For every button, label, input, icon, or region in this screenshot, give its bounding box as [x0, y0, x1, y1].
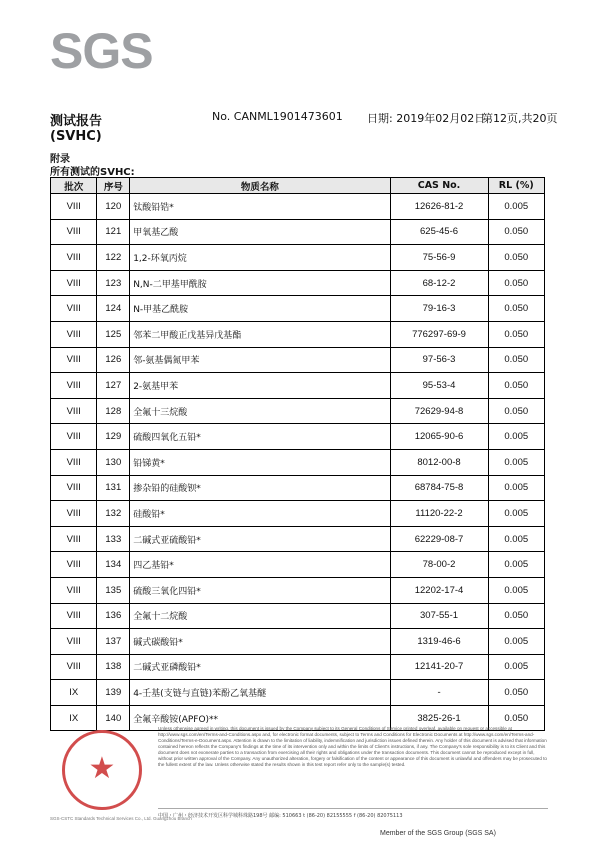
cell-substance: 邻苯二甲酸正戊基异戊基酯	[130, 321, 390, 347]
cell-substance: 甲氧基乙酸	[130, 219, 390, 245]
cell-batch: VIII	[51, 373, 97, 399]
table-row	[51, 373, 545, 399]
cell-substance: 全氟十二烷酸	[130, 603, 390, 629]
cell-substance: 二碱式亚磷酸铅*	[130, 654, 390, 680]
cell-batch: VIII	[51, 526, 97, 552]
table-row	[51, 194, 545, 220]
cell-no: 140	[97, 705, 130, 731]
cell-no: 139	[97, 680, 130, 706]
cell-substance: 全氟辛酸铵(APFO)**	[130, 705, 390, 731]
cell-batch: VIII	[51, 603, 97, 629]
svhc-table	[50, 177, 545, 731]
cell-rl: 0.005	[488, 449, 545, 475]
cell-substance: 二碱式亚硫酸铅*	[130, 526, 390, 552]
cell-substance: N-甲基乙酰胺	[130, 296, 390, 322]
cell-rl: 0.050	[488, 270, 545, 296]
cell-rl: 0.005	[488, 526, 545, 552]
cell-batch: VIII	[51, 552, 97, 578]
table-row	[51, 424, 545, 450]
cell-cas: 11120-22-2	[390, 501, 488, 527]
cell-rl: 0.005	[488, 654, 545, 680]
cell-rl: 0.005	[488, 194, 545, 220]
col-batch: 批次	[51, 178, 97, 194]
cell-cas: 72629-94-8	[390, 398, 488, 424]
table-row	[51, 475, 545, 501]
table-row	[51, 552, 545, 578]
cell-rl: 0.050	[488, 245, 545, 271]
col-rl: RL (%)	[488, 178, 545, 194]
cell-rl: 0.050	[488, 219, 545, 245]
table-row	[51, 398, 545, 424]
cell-rl: 0.050	[488, 398, 545, 424]
svhc-label: (SVHC)	[50, 129, 102, 144]
seal-caption: SGS-CSTC Standards Technical Services Co., Ltd. Guangzhou Branch	[50, 816, 192, 821]
table-row	[51, 501, 545, 527]
cell-no: 120	[97, 194, 130, 220]
cell-cas: 79-16-3	[390, 296, 488, 322]
cell-cas: 3825-26-1	[390, 705, 488, 731]
cell-no: 121	[97, 219, 130, 245]
cell-rl: 0.005	[488, 577, 545, 603]
cell-substance: 硅酸铅*	[130, 501, 390, 527]
cell-no: 132	[97, 501, 130, 527]
table-row	[51, 603, 545, 629]
cell-cas: 8012-00-8	[390, 449, 488, 475]
table-row	[51, 270, 545, 296]
cell-rl: 0.050	[488, 296, 545, 322]
cell-batch: VIII	[51, 424, 97, 450]
table-row	[51, 577, 545, 603]
member-note: Member of the SGS Group (SGS SA)	[380, 830, 496, 837]
cell-rl: 0.050	[488, 680, 545, 706]
cell-rl: 0.050	[488, 321, 545, 347]
col-no: 序号	[97, 178, 130, 194]
cell-no: 130	[97, 449, 130, 475]
cell-no: 126	[97, 347, 130, 373]
table-row	[51, 629, 545, 655]
cell-no: 138	[97, 654, 130, 680]
terms-fine-print: Unless otherwise agreed in writing, this document is issued by the Company subject to its General Conditions of Service printed overleaf, available on request or accessible at http://www.sgs.com/en/Terms-and-Conditions.aspx and, for electronic format documents, subject to Terms and Conditions for Electronic Documents at http://www.sgs.com/en/Terms-and-Conditions/Terms-e-Document.aspx. Attention is drawn to the limitation of liability, indemnification and jurisdiction issues defined therein. Any holder of this document is advised that information contained hereon reflects the Company's findings at the time of its intervention only and within the limits of Client's instructions, if any. The Company's sole responsibility is to its Client and this document does not exonerate parties to a transaction from exercising all their rights and obligations under the transaction documents. This document cannot be reproduced except in full, without prior written approval of the Company. Any unauthorized alteration, forgery or falsification of the content or appearance of this document is unlawful and offenders may be prosecuted to the fullest extent of the law. Unless otherwise stated the results shown in this test report refer only to the sample(s) tested.	[158, 726, 547, 767]
cell-no: 131	[97, 475, 130, 501]
cell-batch: VIII	[51, 321, 97, 347]
cell-cas: 12141-20-7	[390, 654, 488, 680]
cell-substance: 四乙基铅*	[130, 552, 390, 578]
cell-rl: 0.050	[488, 705, 545, 731]
cell-substance: 铅锑黄*	[130, 449, 390, 475]
cell-no: 137	[97, 629, 130, 655]
cell-cas: 68784-75-8	[390, 475, 488, 501]
cell-batch: VIII	[51, 475, 97, 501]
table-row	[51, 449, 545, 475]
cell-substance: 钛酸铅锆*	[130, 194, 390, 220]
cell-rl: 0.050	[488, 603, 545, 629]
cell-batch: VIII	[51, 577, 97, 603]
cell-no: 122	[97, 245, 130, 271]
footer-divider	[158, 808, 548, 809]
cell-cas: 95-53-4	[390, 373, 488, 399]
cell-batch: VIII	[51, 398, 97, 424]
cell-no: 135	[97, 577, 130, 603]
table-row	[51, 296, 545, 322]
cell-substance: 邻-氨基偶氮甲苯	[130, 347, 390, 373]
cell-substance: N,N-二甲基甲酰胺	[130, 270, 390, 296]
table-header-row	[51, 178, 545, 194]
cell-no: 127	[97, 373, 130, 399]
cell-cas: 625-45-6	[390, 219, 488, 245]
cell-cas: 307-55-1	[390, 603, 488, 629]
table-row	[51, 526, 545, 552]
table-row	[51, 680, 545, 706]
cell-batch: VIII	[51, 296, 97, 322]
cell-no: 128	[97, 398, 130, 424]
report-number: No. CANML1901473601	[212, 110, 343, 123]
cell-batch: VIII	[51, 629, 97, 655]
cell-no: 129	[97, 424, 130, 450]
cell-batch: VIII	[51, 270, 97, 296]
appendix-label: 附录	[50, 154, 70, 165]
cell-batch: VIII	[51, 654, 97, 680]
cell-rl: 0.050	[488, 373, 545, 399]
cell-batch: VIII	[51, 245, 97, 271]
table-subtitle: 所有测试的SVHC:	[50, 167, 135, 178]
cell-rl: 0.005	[488, 629, 545, 655]
cell-batch: VIII	[51, 347, 97, 373]
lab-address: 中国・广州・经济技术开发区科学城科珠路198号 邮编: 510663 t (86-20) 82155555 f (86-20) 82075113	[158, 813, 403, 819]
cell-batch: VIII	[51, 501, 97, 527]
cell-cas: 12065-90-6	[390, 424, 488, 450]
cell-batch: VIII	[51, 219, 97, 245]
cell-no: 125	[97, 321, 130, 347]
cell-substance: 1,2-环氧丙烷	[130, 245, 390, 271]
cell-no: 136	[97, 603, 130, 629]
cell-substance: 2-氨基甲苯	[130, 373, 390, 399]
cell-batch: VIII	[51, 194, 97, 220]
table-row	[51, 219, 545, 245]
cell-substance: 硫酸四氧化五铅*	[130, 424, 390, 450]
footer	[50, 724, 545, 824]
table-row	[51, 347, 545, 373]
cell-cas: 1319-46-6	[390, 629, 488, 655]
cell-rl: 0.050	[488, 347, 545, 373]
report-date: 日期: 2019年02月02日	[367, 112, 486, 125]
cell-cas: 68-12-2	[390, 270, 488, 296]
cell-substance: 碱式碳酸铅*	[130, 629, 390, 655]
table-row	[51, 245, 545, 271]
cell-no: 134	[97, 552, 130, 578]
cell-substance: 全氟十三烷酸	[130, 398, 390, 424]
report-title: 测试报告	[50, 114, 103, 129]
cell-substance: 4-壬基(支链与直链)苯酚乙氧基醚	[130, 680, 390, 706]
cell-cas: 97-56-3	[390, 347, 488, 373]
cell-cas: 62229-08-7	[390, 526, 488, 552]
table-row	[51, 654, 545, 680]
col-cas: CAS No.	[390, 178, 488, 194]
cell-cas: -	[390, 680, 488, 706]
col-substance: 物质名称	[130, 178, 390, 194]
cell-rl: 0.005	[488, 501, 545, 527]
cell-rl: 0.005	[488, 424, 545, 450]
cell-batch: IX	[51, 705, 97, 731]
cell-cas: 75-56-9	[390, 245, 488, 271]
cell-cas: 78-00-2	[390, 552, 488, 578]
table-row	[51, 321, 545, 347]
cell-substance: 掺杂铅的硅酸钡*	[130, 475, 390, 501]
cell-rl: 0.005	[488, 475, 545, 501]
cell-cas: 12202-17-4	[390, 577, 488, 603]
cell-rl: 0.005	[488, 552, 545, 578]
official-seal-icon: ★	[62, 730, 142, 810]
sgs-logo: SGS	[50, 23, 153, 79]
cell-no: 123	[97, 270, 130, 296]
cell-cas: 776297-69-9	[390, 321, 488, 347]
cell-substance: 硫酸三氧化四铅*	[130, 577, 390, 603]
cell-batch: IX	[51, 680, 97, 706]
cell-batch: VIII	[51, 449, 97, 475]
cell-no: 124	[97, 296, 130, 322]
page-number: 第12页,共20页	[482, 112, 558, 125]
cell-no: 133	[97, 526, 130, 552]
cell-cas: 12626-81-2	[390, 194, 488, 220]
